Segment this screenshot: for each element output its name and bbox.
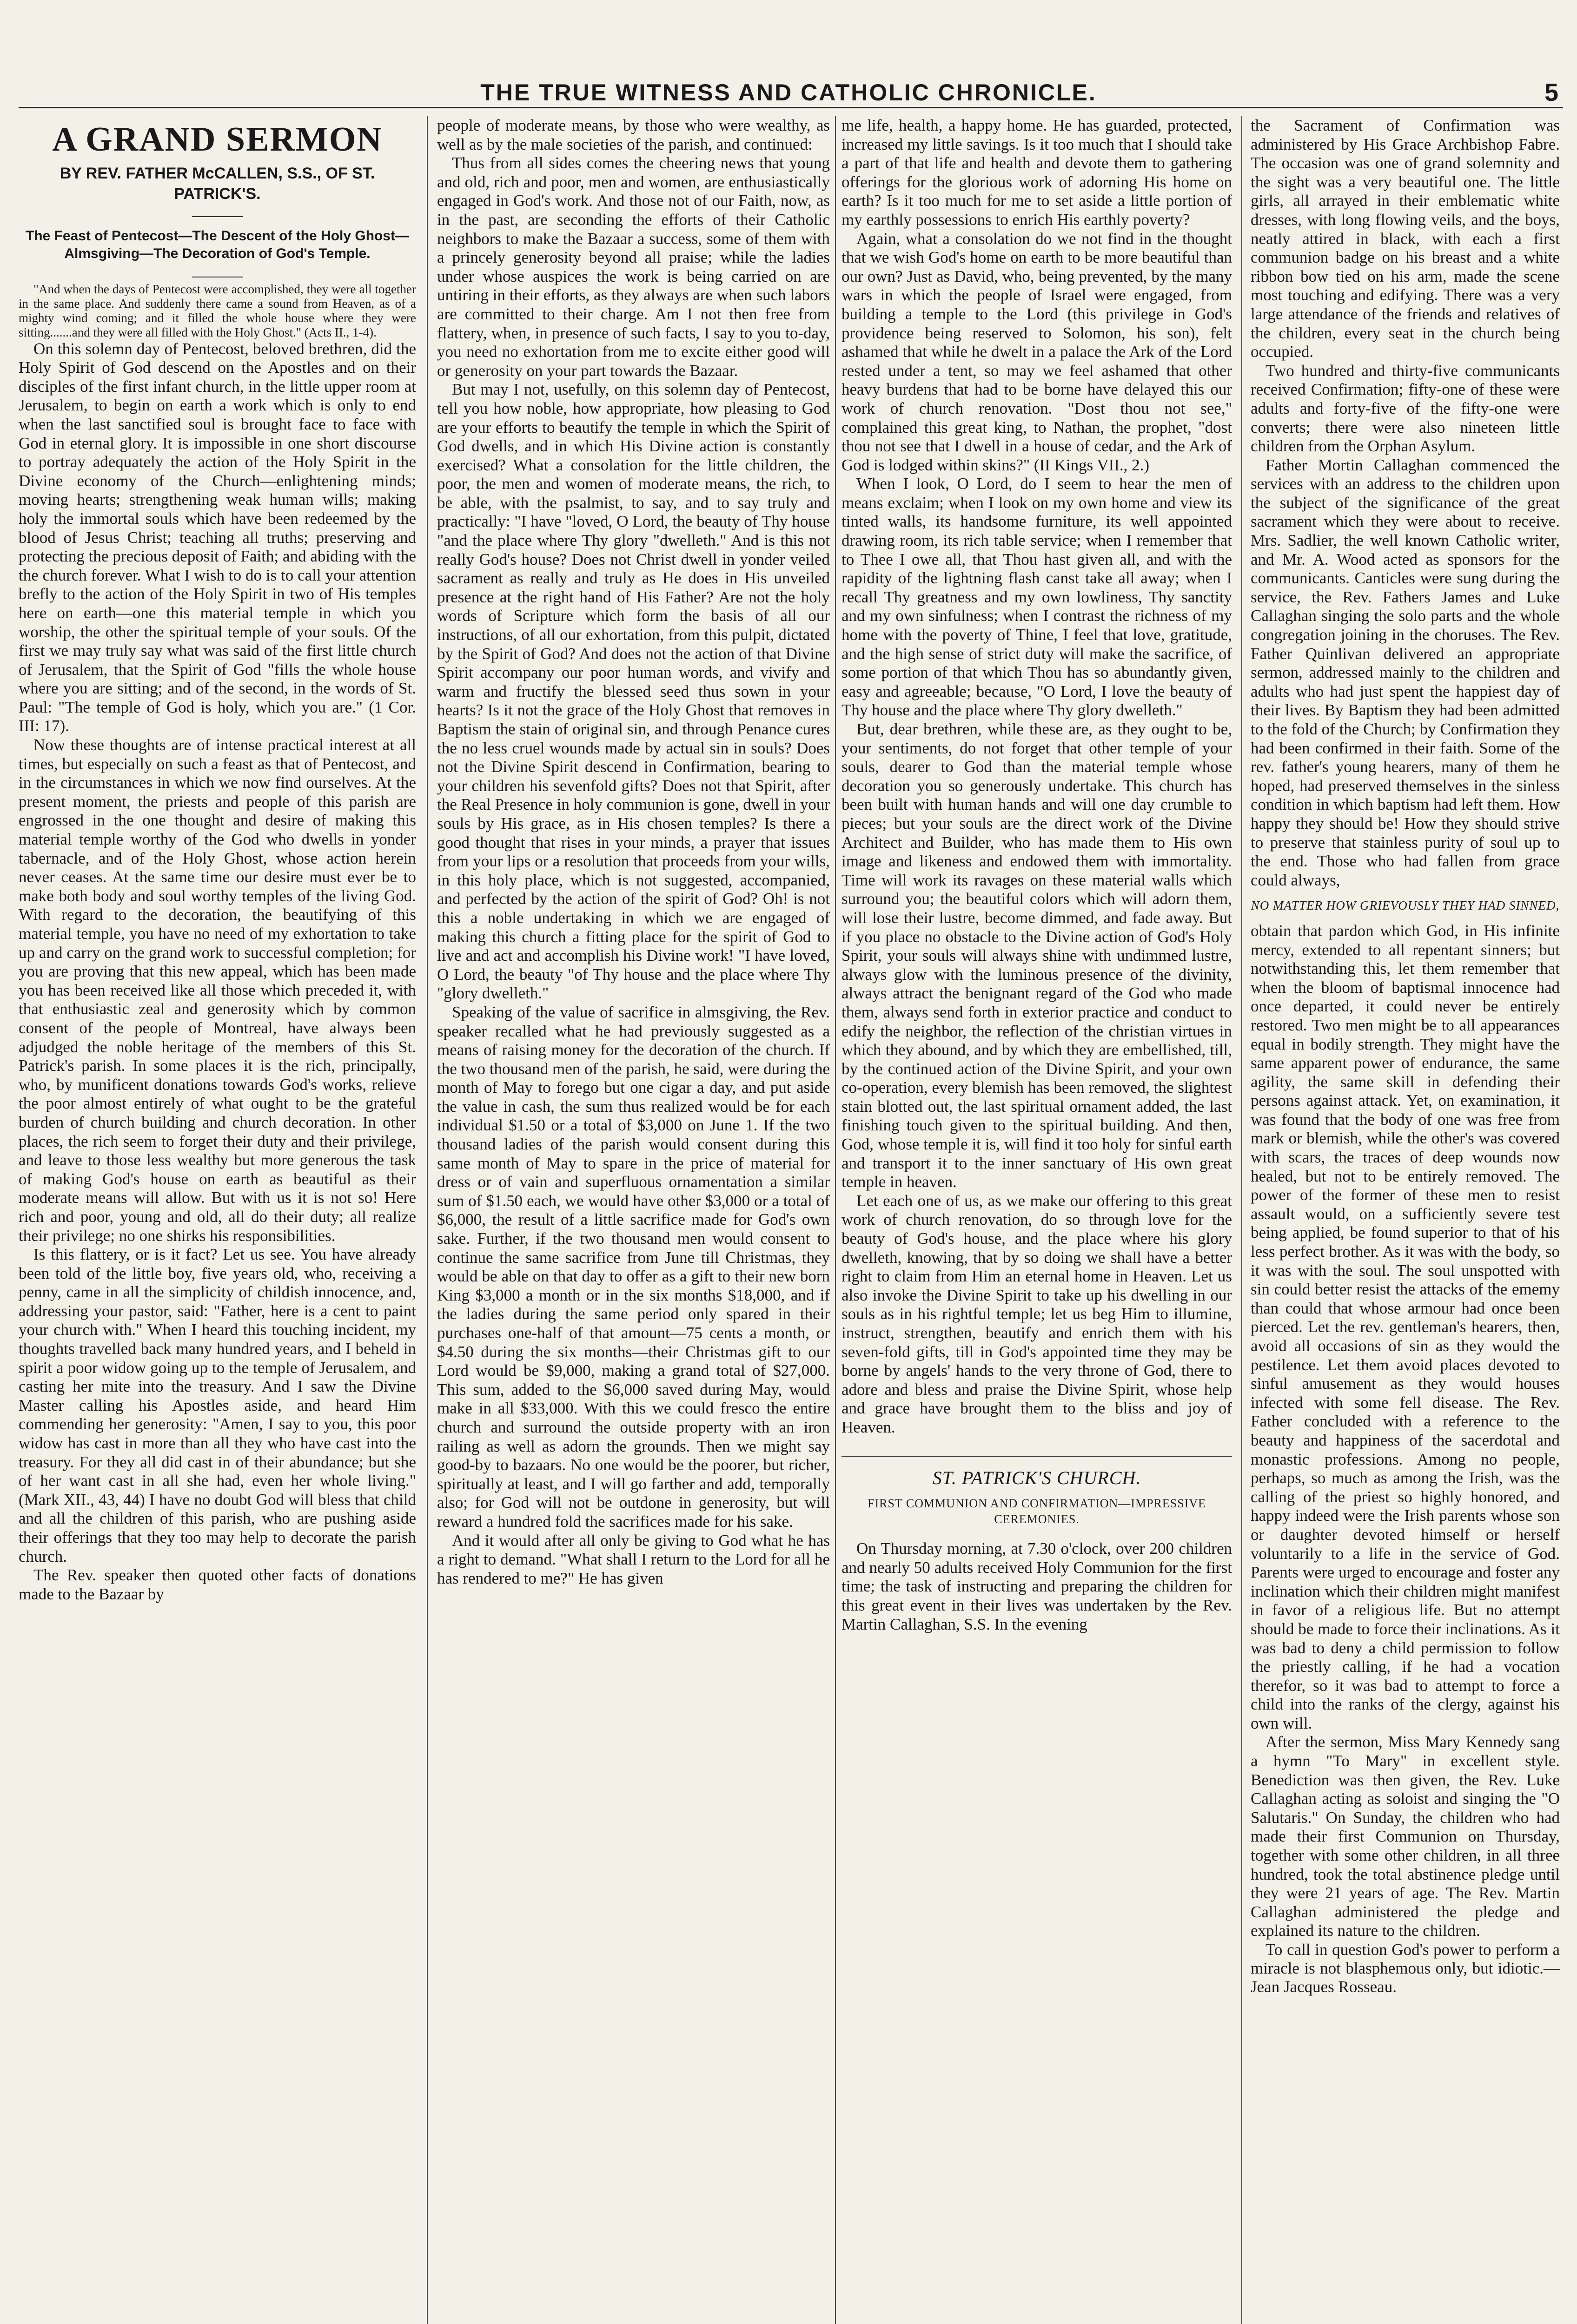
column-1	[19, 116, 416, 2324]
column-2	[437, 116, 830, 2324]
paragraph: Now these thoughts are of intense practical interest at all times, but especially on such a feast as that of Pentecost, and in the circumstances in which we now find ourselves. At the present moment, the priests and people of this parish are engrossed in the one thought and desire of making this material temple worthy of the God who dwells in yonder tabernacle, and of the Holy Ghost, whose action herein never ceases. At the same time our desire must ever be to make both body and soul worthy temples of the living God. With regard to the decoration, the beautifying of this material temple, you have no need of my exhortation to take up and carry on the grand work to successful completion; for you are proving that this new appeal, which has been made you has been received like all those which preceded it, with that enthusiastic zeal and generosity which by common consent of the people of Montreal, have always been adjudged the noble heritage of the members of this St. Patrick's parish. In some places it is the rich, principally, who, by munificent donations towards God's works, relieve the poor almost entirely of what ought to be the grateful burden of church building and church decoration. In other places, the rich seem to forget their duty and their privilege, and leave to those less wealthy but more generous the task of making God's house on earth as beautiful as their moderate means will allow. But with us it is not so! Here rich and poor, young and old, all do their duty; all realize their privilege; no one shirks his responsibilities.	[19, 736, 416, 1245]
column-divider	[1241, 116, 1242, 2324]
article-headline: A GRAND SERMON	[52, 120, 383, 158]
paragraph: Let each one of us, as we make our offering to this great work of church renovation, do so through love for the beauty of God's house, and the place where his glory dwelleth, knowing, that by so doing we shall have a better right to claim from Him an eternal home in Heaven. Let us also invoke the Divine Spirit to take up his dwelling in our souls as in his rightful temple; let us beg Him to illumine, instruct, strengthen, beautify and enrich them with his seven-fold gifts, till in God's appointed time they may be borne by angels' hands to the very throne of God, there to adore and bless and praise the Divine Spirit, whose help and grace have brought them to the bliss and joy of Heaven.	[842, 1191, 1232, 1436]
column-4	[1251, 116, 1560, 2324]
article-deck: The Feast of Pentecost—The Descent of the Holy Ghost—Almsgiving—The Decoration of God's Temple.	[25, 228, 410, 261]
paragraph: Thus from all sides comes the cheering news that young and old, rich and poor, men and women, are enthusiastically engaged in God's work. And those not of our Faith, now, as in the past, are seconding the efforts of their Catholic neighbors to make the Bazaar a success, some of them with a princely generosity beyond all praise; while the ladies under whose auspices the work is being carried on are untiring in their efforts, as they always are when such labors are committed to their charge. Am I not then free from flattery, when, in presence of such facts, I say to you to-day, you need no exhortation from me to excite either good will or generosity on your part towards the Bazaar.	[437, 154, 830, 380]
section-heading: ST. PATRICK'S CHURCH.	[932, 1467, 1141, 1488]
epigraph: "And when the days of Pentecost were accomplished, they were all together in the same place. And suddenly there came a sound from Heaven, as of a mighty wind coming; and it filled the whole house where they were sitting.......and they were all filled with the Holy Ghost." (Acts II., 1-4).	[19, 282, 416, 339]
paragraph: obtain that pardon which God, in His infinite mercy, extended to all repentant sinners; but notwithstanding this, let them remember that when the bloom of baptismal innocence had once departed, it could never be entirely restored. Two men might be to all appearances equal in bodily strength. They might have the same apparent power of endurance, the same agility, the same skill in defending their persons against attack. Yet, on examination, it was found that the body of one was free from mark or blemish, while the other's was covered with scars, the traces of deep wounds now healed, but not to be entirely removed. The power of the former of these men to resist assault would, on a sufficiently severe test being applied, be found superior to that of his less perfect brother. As it was with the body, so it was with the soul. The soul unspotted with sin could better resist the attacks of the ememy than could that whose armour had once been pierced. Let the rev. gentleman's hearers, then, avoid all occasions of sin as they would the pestilence. Let them avoid places devoted to sinful amusement as they would houses infected with some fell disease. The Rev. Father concluded with a reference to the beauty and happiness of the sacerdotal and monastic professions. Among no people, perhaps, so much as among the Irish, was the calling of the priest so highly honored, and happy indeed were the Irish parents whose son or daughter devoted himself or herself voluntarily to a life in the service of God. Parents were urged to encourage and foster any inclination which their children might manifest in favor of a religious life. But no attempt should be made to force their inclinations. As it was bad to deny a child permission to follow the priestly calling, if he had a vocation therefor, so it was bad to attempt to force a child into the ranks of the clergy, against his own will.	[1251, 921, 1560, 1732]
paragraph: the Sacrament of Confirmation was administered by His Grace Archbishop Fabre. The occasion was one of grand solemnity and the sight was a very beautiful one. The little girls, all arrayed in their emblematic white dresses, with long flowing veils, and the boys, neatly attired in black, with each a first communion badge on his breast and a white ribbon bow tied on his arm, made the scene most touching and edifying. There was a very large attendance of the friends and relatives of the children, every seat in the church being occupied.	[1251, 116, 1560, 361]
paragraph: On this solemn day of Pentecost, beloved brethren, did the Holy Spirit of God descend on the Apostles and on their disciples of the first infant church, in the little upper room at Jerusalem, to begin on earth a work which is only to end when the last sanctified soul is brought face to face with God in eternal glory. It is impossible in one short discourse to portray adequately the action of the Holy Spirit in the Divine economy of the Church—enlightening minds; moving hearts; strengthening weak human wills; making holy the immortal souls which have been redeemed by the blood of Jesus Christ; teaching all truths; preserving and protecting the precious deposit of Faith; and abiding with the the church forever. What I wish to do is to call your attention brefly to the action of the Holy Spirit in two of His temples here on earth—one this material temple in which you worship, the other the spiritual temple of your souls. Of the first we may truly say what was said of the first little church of Jerusalem, that the Spirit of God "fills the whole house where you are sitting; and of the second, in the words of St. Paul: "The temple of God is holy, which you are." (1 Cor. III: 17).	[19, 339, 416, 735]
paragraph: On Thursday morning, at 7.30 o'clock, over 200 children and nearly 50 adults received Holy Communion for the first time; the task of instructing and preparing the children for this great event in their lives was undertaken by the Rev. Martin Callaghan, S.S. In the evening	[842, 1539, 1232, 1633]
paragraph: Father Mortin Callaghan commenced the services with an address to the children upon the subject of the significance of the great sacrament which they were about to receive. Mrs. Sadlier, the well known Catholic writer, and Mr. A. Wood acted as sponsors for the communicants. Canticles were sung during the service, the Rev. Fathers James and Luke Callaghan singing the solo parts and the whole congregation joining in the choruses. The Rev. Father Quinlivan delivered an appropriate sermon, addressed mainly to the children and adults who had just spent the happiest day of their lives. By Baptism they had been admitted to the fold of the Church; by Confirmation they had been confirmed in their faith. Some of the rev. father's young hearers, many of them he hoped, had preserved themselves in the sinless condition in which baptism had left them. How happy they should be! How they should strive to preserve that stainless purity of soul up to the end. Those who had fallen from grace could always,	[1251, 456, 1560, 889]
column-divider	[427, 116, 428, 2324]
paragraph: me life, health, a happy home. He has guarded, protected, increased my little savings. Is it too much that I should take a part of that life and health and devote them to gathering offerings for the glorious work of adorning His home on earth? Is it too much for me to set aside a little portion of my earthly possessions to enrich His earthly poverty?	[842, 116, 1232, 229]
page-number: 5	[1544, 79, 1558, 106]
closing-quote: To call in question God's power to perform a miracle is not blasphemous only, but idiotic.—Jean Jacques Rosseau.	[1251, 1941, 1560, 1996]
masthead-rule	[19, 107, 1563, 108]
paragraph: Speaking of the value of sacrifice in almsgiving, the Rev. speaker recalled what he had previously suggested as a means of raising money for the decoration of the church. If the two thousand men of the parish, he said, were during the month of May to forego but one cigar a day, and put aside the value in cash, the sum thus realized would be for each individual $1.50 or a total of $3,000 on June 1. If the two thousand ladies of the parish would consent during this same month of May to spare in the price of material for dress or of vain and superfluous ornamentation a similar sum of $1.50 each, we would have other $3,000 or a total of $6,000, the result of a little sacrifice made for God's own sake. Further, if the two thousand men would consent to continue the same sacrifice from June till Christmas, they would be able on that day to offer as a gift to their new born King $3,000 a month or in the six months $18,000, and if the ladies during the same period only spared in their purchases one-half of that amount—75 cents a month, or $4.50 during the six months—their Christmas gift to our Lord would be $9,000, making a grand total of $27,000. This sum, added to the $6,000 saved during May, would make in all $33,000. With this we could fresco the entire church and surround the outside property with an iron railing as well as adorn the grounds. Then we might say good-by to bazaars. No one would be the poorer, but richer, spiritually at least, and I will go farther and add, temporally also; for God will not be outdone in generosity, but will reward a hundred fold the sacrifices made for his sake.	[437, 1003, 830, 1531]
paragraph: But may I not, usefully, on this solemn day of Pentecost, tell you how noble, how appropriate, how pleasing to God are your efforts to beautify the temple in which the Spirit of God dwells, and in which His Divine action is constantly exercised? What a consolation for the little children, the poor, the men and women of moderate means, the rich, to be able, with the psalmist, to say, and to say truly and practically: "I have "loved, O Lord, the beauty of Thy house "and the place where Thy glory "dwelleth." And is this not really God's house? Does not Christ dwell in yonder veiled sacrament as really and truly as He does in His unveiled presence at the right hand of His Father? Are not the holy words of Scripture which form the basis of all our instructions, of all our exhortation, from this pulpit, dictated by the Spirit of God? And does not the action of that Divine Spirit accompany our poor human words, and vivify and warm and fructify the blessed seed thus sown in your hearts? Is it not the grace of the Holy Ghost that removes in Baptism the stain of original sin, and through Penance cures the no less cruel wounds made by actual sin in souls? Does not the Divine Spirit descend in Confirmation, bearing to your children his sevenfold gifts? Does not that Spirit, after the Real Presence in holy communion is gone, dwell in your souls by His grace, as in His chosen temples? Is there a good thought that rises in your minds, a prayer that issues from your lips or a resolution that proceeds from your wills, in this holy place, which is not suggested, accompanied, and perfected by the action of the spirit of God? Oh! is not this a noble undertaking in which we are engaged of making this church a fitting place for the spirit of God to live and act and accomplish his Divine work! "I have loved, O Lord, the beauty "of Thy house and the place where Thy "glory dwelleth."	[437, 380, 830, 1003]
paragraph: Two hundred and thirty-five communicants received Confirmation; fifty-one of these were adults and forty-five of the fifty-one were converts; there were also nineteen little children from the Orphan Asylum.	[1251, 361, 1560, 456]
column-divider	[835, 116, 836, 2324]
paragraph: people of moderate means, by those who were wealthy, as well as by the male societies of the parish, and continued:	[437, 116, 830, 153]
short-rule	[192, 216, 243, 217]
paragraph: After the sermon, Miss Mary Kennedy sang a hymn "To Mary" in excellent style. Benediction was then given, the Rev. Luke Callaghan acting as soloist and singing the "O Salutaris." On Sunday, the children who had made their first Communion on Thursday, together with some other children, in all three hundred, took the total abstinence pledge until they were 21 years of age. The Rev. Martin Callaghan administered the pledge and explained its nature to the children.	[1251, 1733, 1560, 1940]
paragraph: Is this flattery, or is it fact? Let us see. You have already been told of the little boy, five years old, who, receiving a penny, came in all the simplicity of childish innocence, and, addressing your pastor, said: "Father, here is a cent to paint your church with." When I heard this touching incident, my thoughts travelled back many hundred years, and I beheld in spirit a poor widow going up to the temple of Jerusalem, and casting her mite into the treasury. And I saw the Divine Master calling his Apostles aside, and heard Him commending her generosity: "Amen, I say to you, this poor widow has cast in more than all they who have cast into the treasury. For they all did cast in of their abundance; but she of her want cast in all she had, even her whole living." (Mark XII., 43, 44) I have no doubt God will bless that child and all the children of this parish, who are pushing aside their offerings that they too may help to decorate the parish church.	[19, 1245, 416, 1565]
paragraph: The Rev. speaker then quoted other facts of donations made to the Bazaar by	[19, 1566, 416, 1603]
paragraph: And it would after all only be giving to God what he has a right to demand. "What shall I return to the Lord for all he has rendered to me?" He has given	[437, 1531, 830, 1587]
section-rule	[842, 1456, 1232, 1457]
section-deck: FIRST COMMUNION AND CONFIRMATION—IMPRESSIVE CEREMONIES.	[867, 1497, 1206, 1526]
paragraph: When I look, O Lord, do I seem to hear the men of means exclaim; when I look on my own home and view its tinted walls, its handsome furniture, its well appointed drawing room, its rich table service; when I remember that to Thee I owe all, that Thou hast given all, and with the rapidity of the lightning flash canst take all away; when I recall Thy greatness and my own lowliness, Thy sanctity and my own sinfulness; when I contrast the richness of my home with the poverty of Thine, I feel that love, gratitude, and the high sense of strict duty will make the sacrifice, of some portion of that which Thou has so abundantly given, easy and agreeable; because, "O Lord, I love the beauty of Thy house and the place where Thy glory dwelleth."	[842, 475, 1232, 720]
newspaper-title: THE TRUE WITNESS AND CATHOLIC CHRONICLE.	[480, 79, 1097, 106]
paragraph: But, dear brethren, while these are, as they ought to be, your sentiments, do not forget that other temple of your souls, dearer to God than the material temple whose decoration you so generously undertake. This church has been built with human hands and will one day crumble to pieces; but your souls are the direct work of the Divine Architect and Builder, who has made them to His own image and likeness and endowed them with immortality. Time will work its ravages on these material walls which surround you; the beautiful colors which will adorn them, will lose their lustre, become dimmed, and fade away. But if you place no obstacle to the Divine action of God's Holy Spirit, your souls will always shine with undimmed lustre, always glow with the luminous presence of the divinity, always attract the benignant regard of the God who made them, always send forth in exterior practice and conduct to edify the neighbor, the reflection of the christian virtues in which they abound, and by which they are embellished, till, by the continued action of the Divine Spirit, and your own co-operation, every blemish has been removed, the slightest stain blotted out, the last spiritual ornament added, the last finishing touch given to the spiritual building. And then, God, whose temple it is, will find it too holy for sinful earth and transport it to the inner sanctuary of His own great temple in heaven.	[842, 720, 1232, 1191]
inline-subhead: NO MATTER HOW GRIEVOUSLY THEY HAD SINNED,	[1251, 898, 1560, 913]
paragraph: Again, what a consolation do we not find in the thought that we wish God's home on earth to be more beautiful than our own? Just as David, who, being prevented, by the many wars in which the people of Israel were engaged, from building a temple to the Lord (this privilege in God's providence being reserved to Solomon, his son), felt ashamed that while he dwelt in a palace the Ark of the Lord rested under a tent, so may we feel ashamed that other heavy burdens that had to be borne have delayed this our work of church renovation. "Dost thou not see," complained this great king, to Nathan, the prophet, "dost thou not see that I dwell in a house of cedar, and the Ark of God is lodged within skins?" (II Kings VII., 2.)	[842, 229, 1232, 474]
column-3	[842, 116, 1232, 2324]
article-byline: BY REV. FATHER McCALLEN, S.S., OF ST. PATRICK'S.	[60, 164, 375, 203]
masthead	[0, 0, 1577, 107]
